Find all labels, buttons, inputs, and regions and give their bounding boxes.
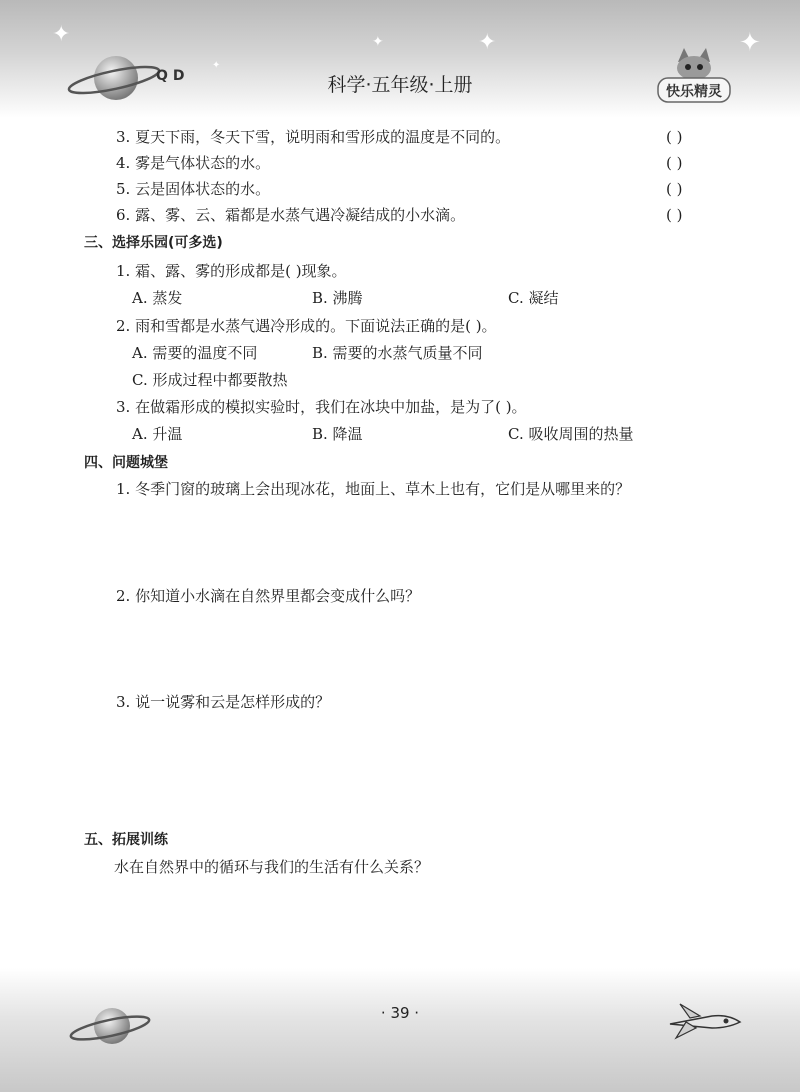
extension-question: 水在自然界中的循环与我们的生活有什么关系？ (114, 858, 430, 876)
option-c: C. 吸收周围的热量 (508, 425, 634, 443)
page-number: · 39 · (380, 1004, 420, 1022)
book-title: 科学·五年级·上册 (327, 74, 473, 96)
open-question-3: 3. 说一说雾和云是怎样形成的？ (116, 693, 331, 711)
section-title-questions: 四、问题城堡 (84, 455, 168, 471)
option-b: B. 降温 (312, 425, 363, 443)
judge-item-6: 6. 露、雾、云、霜都是水蒸气遇冷凝结成的小水滴。 (116, 206, 466, 224)
choice-question-2: 2. 雨和雪都是水蒸气遇冷形成的。下面说法正确的是( )。 (116, 317, 497, 335)
option-a: A. 蒸发 (132, 289, 183, 307)
open-question-2: 2. 你知道小水滴在自然界里都会变成什么吗？ (116, 587, 421, 605)
section-title-choice: 三、选择乐园(可多选) (84, 235, 223, 251)
answer-paren: ( ) (666, 180, 683, 198)
choice-question-3: 3. 在做霜形成的模拟实验时，我们在冰块中加盐，是为了( )。 (116, 398, 527, 416)
option-c: C. 形成过程中都要散热 (132, 371, 288, 389)
judge-item-3: 3. 夏天下雨，冬天下雪，说明雨和雪形成的温度是不同的。 (116, 128, 511, 146)
star-icon: ✦ (212, 60, 221, 71)
mascot-text: 快乐精灵 (666, 84, 722, 100)
answer-paren: ( ) (666, 206, 683, 224)
option-a: A. 需要的温度不同 (132, 344, 258, 362)
judge-item-4: 4. 雾是气体状态的水。 (116, 154, 271, 172)
open-question-1: 1. 冬季门窗的玻璃上会出现冰花，地面上、草木上也有，它们是从哪里来的？ (116, 480, 631, 498)
star-icon: ✦ (52, 22, 71, 47)
section-title-extension: 五、拓展训练 (84, 832, 168, 848)
option-b: B. 需要的水蒸气质量不同 (312, 344, 483, 362)
star-icon: ✦ (478, 30, 497, 55)
option-c: C. 凝结 (508, 289, 559, 307)
star-icon: ✦ (372, 34, 384, 50)
edition-label: QD (156, 68, 190, 84)
answer-paren: ( ) (666, 128, 683, 146)
star-icon: ✦ (739, 28, 761, 58)
option-b: B. 沸腾 (312, 289, 363, 307)
judge-item-5: 5. 云是固体状态的水。 (116, 180, 271, 198)
answer-paren: ( ) (666, 154, 683, 172)
option-a: A. 升温 (132, 425, 183, 443)
choice-question-1: 1. 霜、露、雾的形成都是( )现象。 (116, 262, 347, 280)
